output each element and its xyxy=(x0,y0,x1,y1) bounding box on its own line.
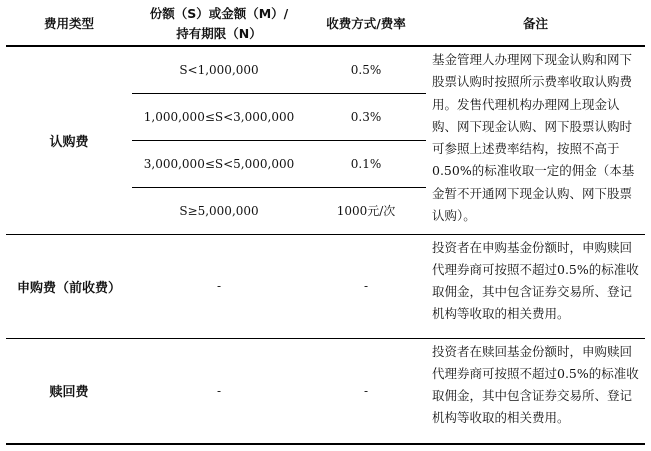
redemption-note: 投资者在赎回基金份额时，申购赎回代理券商可按照不超过0.5%的标准收取佣金，其中包含证券交易所、登记机构等收取的相关费用。 xyxy=(426,338,645,444)
subscription-rate: 0.3% xyxy=(306,93,426,140)
redemption-type: 赎回费 xyxy=(6,338,132,444)
subscription-amount: 1,000,000≤S<3,000,000 xyxy=(132,93,306,140)
header-rate: 收费方式/费率 xyxy=(306,2,426,46)
fee-table xyxy=(6,2,645,445)
redemption-rate: - xyxy=(306,338,426,444)
purchase-amount: - xyxy=(132,234,306,338)
table-row xyxy=(6,234,645,338)
header-amount-line2: 持有期限（N） xyxy=(176,25,262,41)
purchase-type: 申购费（前收费） xyxy=(6,234,132,338)
header-fee-type: 费用类型 xyxy=(6,2,132,46)
header-note: 备注 xyxy=(426,2,645,46)
subscription-note: 基金管理人办理网下现金认购和网下股票认购时按照所示费率收取认购费用。发售代理机构办理网上现金认购、网下现金认购、网下股票认购时可参照上述费率结构，按照不高于0.50%的标准收取一定的佣金（本基金暂不开通网下现金认购、网下股票认购）。 xyxy=(426,46,645,234)
subscription-amount: 3,000,000≤S<5,000,000 xyxy=(132,140,306,187)
header-amount-line1: 份额（S）或金额（M）/ xyxy=(149,5,289,21)
table-row xyxy=(6,46,645,93)
redemption-amount: - xyxy=(132,338,306,444)
subscription-rate: 1000元/次 xyxy=(306,187,426,234)
purchase-rate: - xyxy=(306,234,426,338)
table-row xyxy=(6,338,645,444)
subscription-amount: S≥5,000,000 xyxy=(132,187,306,234)
subscription-rate: 0.1% xyxy=(306,140,426,187)
purchase-note: 投资者在申购基金份额时，申购赎回代理券商可按照不超过0.5%的标准收取佣金，其中包含证券交易所、登记机构等收取的相关费用。 xyxy=(426,234,645,338)
subscription-type: 认购费 xyxy=(6,46,132,234)
subscription-rate: 0.5% xyxy=(306,46,426,93)
header-row xyxy=(6,2,645,46)
header-amount xyxy=(132,2,306,46)
subscription-amount: S<1,000,000 xyxy=(132,46,306,93)
